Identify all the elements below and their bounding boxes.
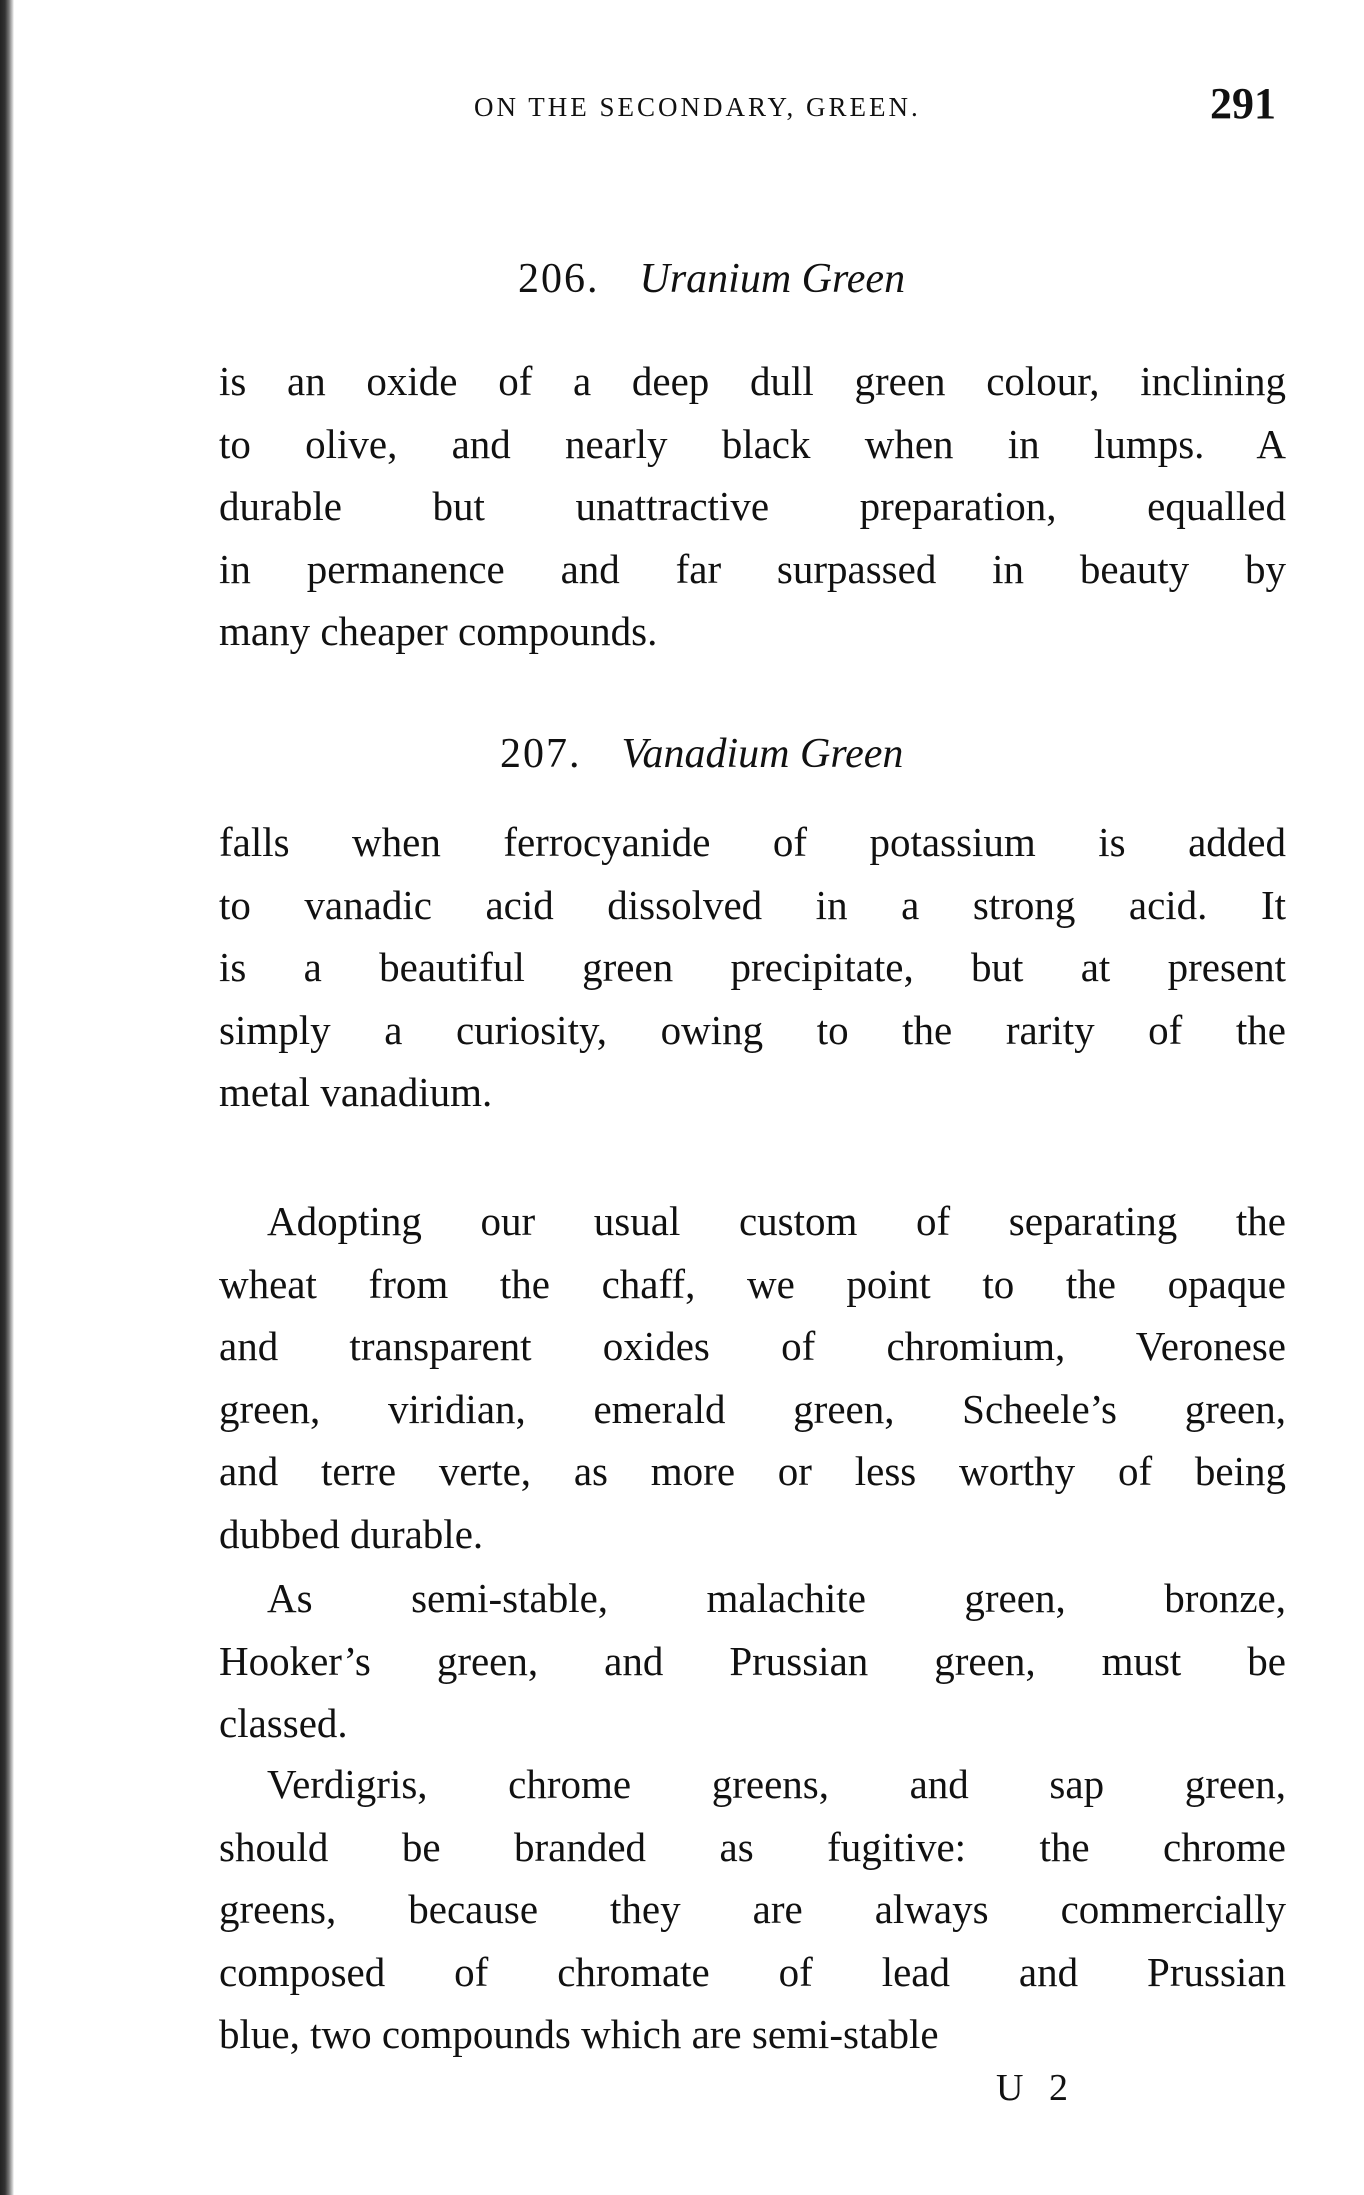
text-line: is a beautiful green precipitate, but at present	[219, 944, 1286, 990]
section-number: 207.	[500, 731, 582, 777]
section-number: 206.	[518, 256, 600, 302]
text-line: blue, two compounds which are semi-stable	[219, 2011, 939, 2057]
paragraph-vanadium-green	[219, 811, 1286, 1124]
text-line: to vanadic acid dissolved in a strong acid. It	[219, 881, 1286, 928]
text-line: falls when ferrocyanide of potassium is added	[219, 819, 1286, 865]
text-line: wheat from the chaff, we point to the opaque	[219, 1260, 1286, 1307]
paragraph-durable-greens	[219, 1190, 1286, 1565]
text-line: dubbed durable.	[219, 1510, 484, 1557]
section-title: Uranium Green	[639, 256, 906, 302]
text-line: Hooker’s green, and Prussian green, must be	[219, 1637, 1286, 1684]
running-head: ON THE SECONDARY, GREEN.	[474, 92, 921, 122]
book-binding-edge	[0, 0, 14, 2195]
paragraph-fugitive-greens	[219, 1753, 1286, 2066]
text-line: composed of chromate of lead and Prussian	[219, 1948, 1286, 1995]
paragraph-semi-stable-greens	[219, 1567, 1286, 1755]
text-line: should be branded as fugitive: the chrome	[219, 1823, 1286, 1870]
text-line: durable but unattractive preparation, equalled	[219, 483, 1286, 529]
text-line: to olive, and nearly black when in lumps. A	[219, 420, 1286, 467]
section-title: Vanadium Green	[621, 731, 904, 777]
text-line: As semi-stable, malachite green, bronze,	[267, 1575, 1286, 1621]
text-line: classed.	[219, 1700, 348, 1746]
text-line: many cheaper compounds.	[219, 608, 658, 654]
text-line: and transparent oxides of chromium, Veronese	[219, 1323, 1286, 1369]
text-line: Adopting our usual custom of separating the	[267, 1198, 1286, 1244]
section-heading-206	[518, 255, 905, 303]
text-line: green, viridian, emerald green, Scheele’s green,	[219, 1385, 1286, 1432]
text-line: and terre verte, as more or less worthy of being	[219, 1448, 1286, 1494]
text-line: in permanence and far surpassed in beauty by	[219, 545, 1286, 592]
text-line: Verdigris, chrome greens, and sap green,	[267, 1761, 1286, 1807]
section-heading-207	[500, 730, 903, 778]
text-line: metal vanadium.	[219, 1069, 493, 1115]
text-line: simply a curiosity, owing to the rarity of the	[219, 1006, 1286, 1053]
text-line: greens, because they are always commercially	[219, 1886, 1286, 1932]
signature-mark: U 2	[996, 2067, 1076, 2109]
paragraph-uranium-green	[219, 350, 1286, 663]
page-number: 291	[1210, 79, 1276, 128]
text-line: is an oxide of a deep dull green colour, inclining	[219, 358, 1286, 404]
